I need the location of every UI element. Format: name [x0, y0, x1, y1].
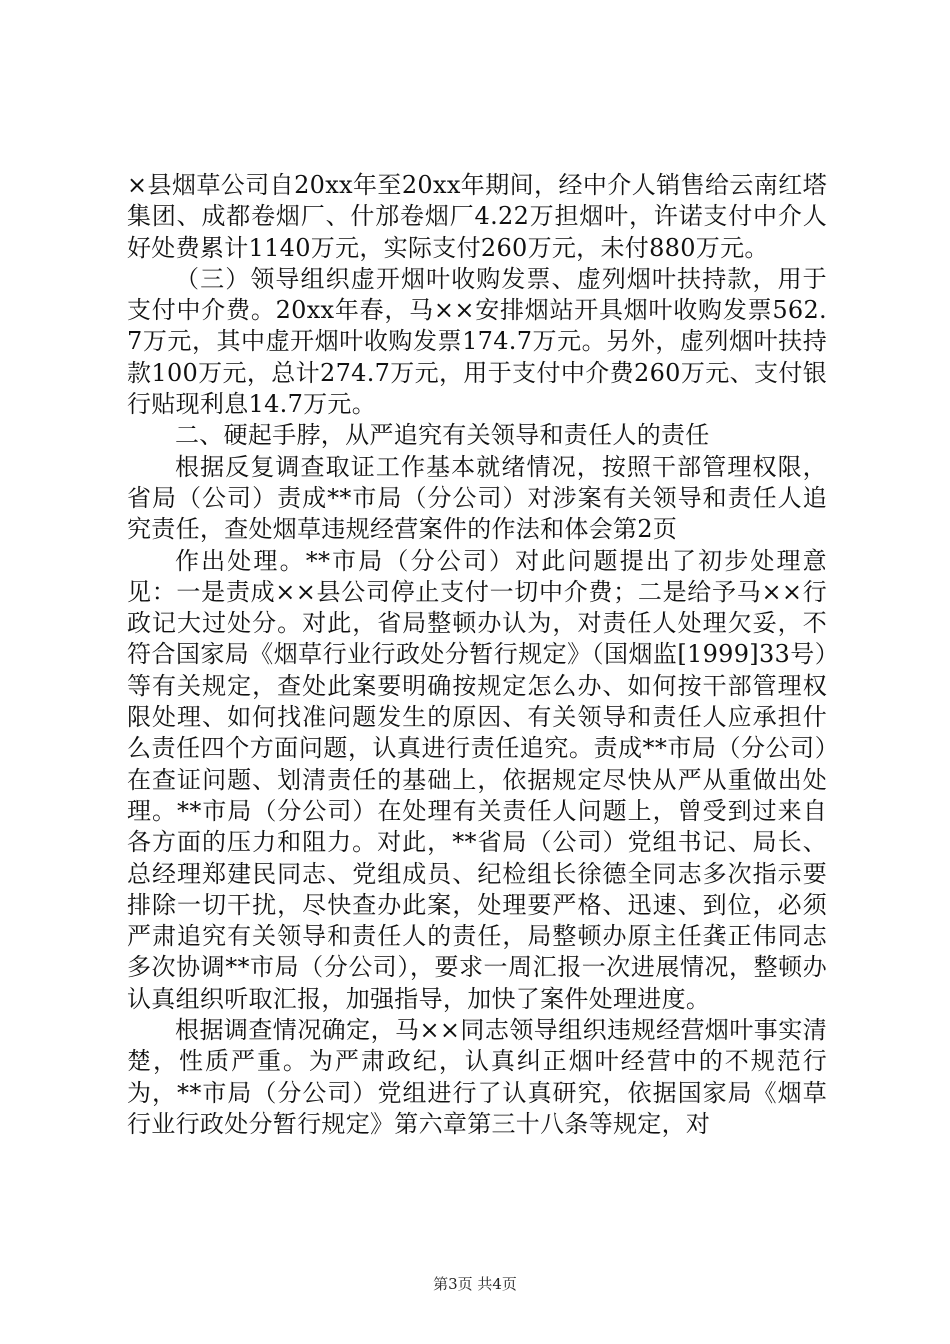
- paragraph-continuation: ×县烟草公司自20xx年至20xx年期间，经中介人销售给云南红塔集团、成都卷烟厂、什邡卷烟厂4.22万担烟叶，许诺支付中介人好处费累计1140万元，实际支付260万元，未付880万元。: [127, 171, 827, 262]
- section-heading-two: 二、硬起手脖，从严追究有关领导和责任人的责任: [175, 421, 710, 450]
- paragraph-investigation: 根据反复调查取证工作基本就绪情况，按照干部管理权限，省局（公司）责成**市局（分公司）对涉案有关领导和责任人追究责任，查处烟草违规经营案件的作法和体会第2页: [127, 452, 827, 544]
- paragraph-section-three: （三）领导组织虚开烟叶收购发票、虚列烟叶扶持款，用于支付中介费。20xx年春，马××安排烟站开具烟叶收购发票562.7万元，其中虚开烟叶收购发票174.7万元。另外，虚列烟叶扶持款100万元，总计274.7万元，用于支付中介费260万元、支付银行贴现利息14.7万元。: [127, 264, 827, 419]
- page-number-footer: 第3页 共4页: [433, 1275, 517, 1293]
- document-body: [127, 170, 827, 1140]
- paragraph-conclusion: 根据调查情况确定，马××同志领导组织违规经营烟叶事实清楚，性质严重。为严肃政纪，认真纠正烟叶经营中的不规范行为，**市局（分公司）党组进行了认真研究，依据国家局《烟草行业行政处分暂行规定》第六章第三十八条等规定，对: [127, 1016, 827, 1138]
- paragraph-handling: 作出处理。**市局（分公司）对此问题提出了初步处理意见：一是责成××县公司停止支付一切中介费；二是给予马××行政记大过处分。对此，省局整顿办认为，对责任人处理欠妥，不符合国家局《烟草行业行政处分暂行规定》（国烟监[1999]33号）等有关规定，查处此案要明确按规定怎么办、如何按干部管理权限处理、如何找准问题发生的原因、有关领导和责任人应承担什么责任四个方面问题，认真进行责任追究。责成**市局（分公司）在查证问题、划清责任的基础上，依据规定尽快从严从重做出处理。**市局（分公司）在处理有关责任人问题上，曾受到过来自各方面的压力和阻力。对此，**省局（公司）党组书记、局长、总经理郑建民同志、党组成员、纪检组长徐德全同志多次指示要排除一切干扰，尽快查办此案，处理要严格、迅速、到位，必须严肃追究有关领导和责任人的责任，局整顿办原主任龚正伟同志多次协调**市局（分公司），要求一周汇报一次进展情况，整顿办认真组织听取汇报，加强指导，加快了案件处理进度。: [127, 546, 827, 1013]
